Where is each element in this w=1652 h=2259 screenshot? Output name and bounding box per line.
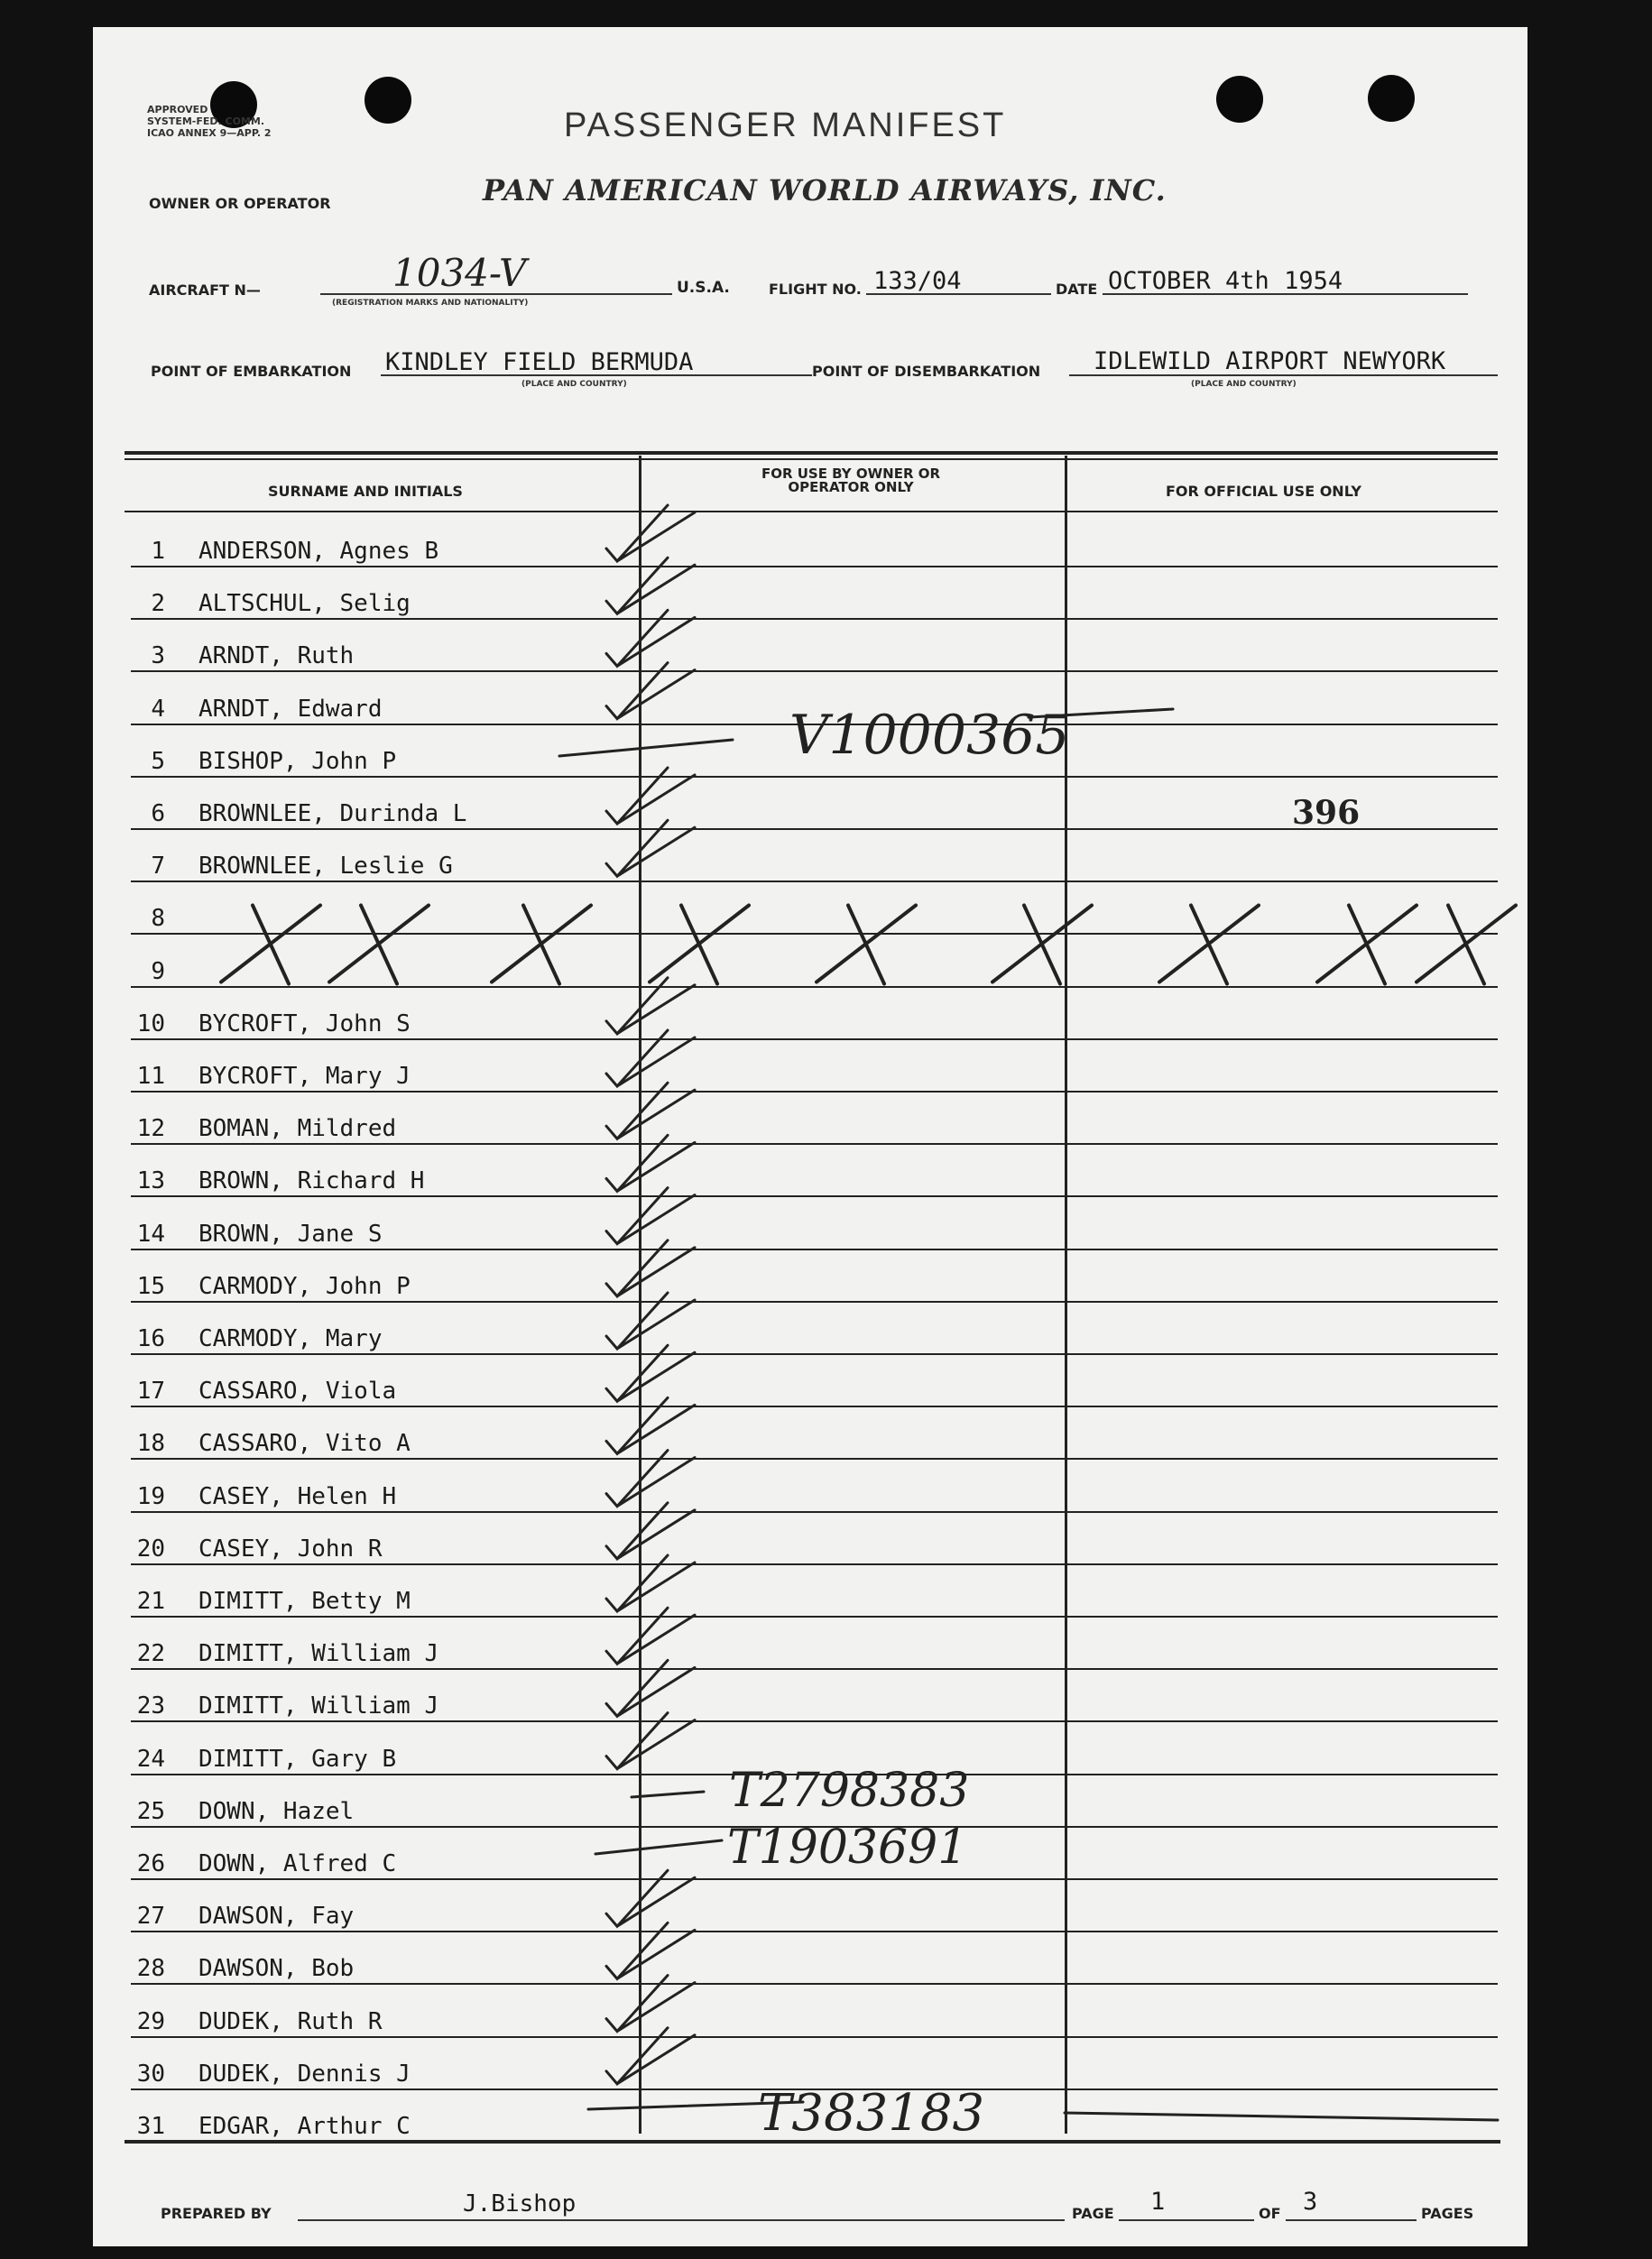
passenger-name: DIMITT, William J bbox=[198, 1692, 439, 1720]
embark-value: KINDLEY FIELD BERMUDA bbox=[385, 348, 694, 376]
cross-mark-icon bbox=[221, 906, 320, 984]
check-mark-icon bbox=[606, 1608, 695, 1664]
check-mark-icon bbox=[606, 1188, 695, 1244]
passenger-name: DOWN, Alfred C bbox=[198, 1850, 397, 1877]
cross-mark-icon bbox=[992, 906, 1092, 984]
embark-label: POINT OF EMBARKATION bbox=[151, 363, 352, 380]
aircraft-label: AIRCRAFT N— bbox=[149, 281, 261, 299]
cross-mark-icon bbox=[1317, 906, 1417, 984]
flight-date: OCTOBER 4th 1954 bbox=[1108, 267, 1343, 295]
row-number: 18 bbox=[136, 1430, 165, 1458]
check-mark-icon bbox=[606, 1922, 695, 1978]
approval-line: APPROVED bbox=[147, 104, 208, 115]
row-number: 6 bbox=[151, 800, 165, 827]
row-number: 28 bbox=[136, 1955, 165, 1983]
page-label: PAGE bbox=[1072, 2205, 1114, 2222]
of-label: OF bbox=[1259, 2205, 1281, 2222]
passenger-name: EDGAR, Arthur C bbox=[198, 2113, 411, 2140]
passenger-name: CASSARO, Vito A bbox=[198, 1430, 411, 1458]
strike-line bbox=[1029, 709, 1173, 717]
cross-mark-icon bbox=[1159, 906, 1259, 984]
passenger-name: CASEY, Helen H bbox=[198, 1482, 397, 1510]
owner-note-row25: T2798383 bbox=[729, 1764, 970, 1818]
strike-line bbox=[559, 740, 733, 756]
check-mark-icon bbox=[606, 1713, 695, 1769]
check-mark-icon bbox=[606, 1293, 695, 1349]
check-mark-icon bbox=[606, 1030, 695, 1086]
column-header-owner: FOR USE BY OWNER OR OPERATOR ONLY bbox=[761, 466, 941, 495]
strike-line bbox=[632, 1792, 704, 1797]
row-number: 9 bbox=[151, 957, 165, 985]
passenger-name: CARMODY, John P bbox=[198, 1272, 411, 1300]
disembark-value: IDLEWILD AIRPORT NEWYORK bbox=[1094, 347, 1446, 375]
owner-note-row26: T1903691 bbox=[727, 1821, 968, 1875]
passenger-name: BROWN, Jane S bbox=[198, 1220, 383, 1248]
passenger-name: CARMODY, Mary bbox=[198, 1325, 383, 1352]
check-mark-icon bbox=[606, 1976, 695, 2032]
check-mark-icon bbox=[606, 1870, 695, 1926]
owner-note-row31: T383183 bbox=[758, 2084, 985, 2143]
check-mark-icon bbox=[606, 1135, 695, 1191]
row-number: 16 bbox=[136, 1325, 165, 1352]
check-mark-icon bbox=[606, 1503, 695, 1559]
row-number: 7 bbox=[151, 853, 165, 881]
page-total: 3 bbox=[1303, 2188, 1318, 2216]
passenger-name: ARNDT, Ruth bbox=[198, 642, 355, 670]
passenger-name: DIMITT, Betty M bbox=[198, 1588, 411, 1615]
strike-line bbox=[588, 2102, 803, 2109]
row-number: 22 bbox=[136, 1640, 165, 1668]
passenger-name: BROWNLEE, Leslie G bbox=[198, 853, 453, 881]
flight-number: 133/04 bbox=[873, 267, 962, 295]
check-mark-icon bbox=[606, 663, 695, 719]
passenger-name: BISHOP, John P bbox=[198, 747, 397, 775]
row-number: 30 bbox=[136, 2060, 165, 2088]
strike-line bbox=[595, 1840, 722, 1854]
row-number: 20 bbox=[136, 1535, 165, 1563]
passenger-name: DUDEK, Ruth R bbox=[198, 2007, 383, 2035]
cross-mark-icon bbox=[817, 906, 916, 984]
check-mark-icon bbox=[606, 505, 695, 561]
aircraft-caption: (REGISTRATION MARKS AND NATIONALITY) bbox=[332, 299, 529, 308]
owner-note-row5: V1000365 bbox=[789, 704, 1070, 767]
row-number: 29 bbox=[136, 2007, 165, 2035]
check-mark-icon bbox=[606, 1451, 695, 1507]
approval-line: ICAO ANNEX 9—APP. 2 bbox=[147, 127, 272, 139]
page-underline bbox=[1119, 2219, 1254, 2221]
passenger-name: BROWN, Richard H bbox=[198, 1167, 425, 1195]
cross-mark-icon bbox=[492, 906, 591, 984]
passenger-name: DUDEK, Dennis J bbox=[198, 2060, 411, 2088]
check-mark-icon bbox=[606, 1397, 695, 1453]
prepared-underline bbox=[298, 2219, 1065, 2221]
check-mark-icon bbox=[606, 1240, 695, 1296]
date-label: DATE bbox=[1056, 281, 1098, 298]
passenger-name: BYCROFT, Mary J bbox=[198, 1063, 411, 1090]
aircraft-registration: 1034-V bbox=[392, 251, 527, 295]
check-mark-icon bbox=[606, 1345, 695, 1401]
row-number: 1 bbox=[151, 538, 165, 565]
passenger-name: ALTSCHUL, Selig bbox=[198, 590, 411, 618]
page-title: PASSENGER MANIFEST bbox=[564, 106, 1007, 144]
row-number: 23 bbox=[136, 1692, 165, 1720]
row-number: 25 bbox=[136, 1797, 165, 1825]
passenger-name: BOMAN, Mildred bbox=[198, 1115, 397, 1143]
row-number: 4 bbox=[151, 695, 165, 723]
usa-label: U.S.A. bbox=[677, 279, 730, 297]
column-header-surname: SURNAME AND INITIALS bbox=[268, 483, 463, 500]
disembark-caption: (PLACE AND COUNTRY) bbox=[1191, 380, 1297, 389]
row-number: 21 bbox=[136, 1588, 165, 1615]
embark-caption: (PLACE AND COUNTRY) bbox=[521, 380, 627, 389]
passenger-name: DAWSON, Bob bbox=[198, 1955, 355, 1983]
pages-label: PAGES bbox=[1421, 2205, 1474, 2222]
check-mark-icon bbox=[606, 978, 695, 1034]
passenger-name: BROWNLEE, Durinda L bbox=[198, 800, 467, 827]
row-number: 26 bbox=[136, 1850, 165, 1877]
row-number: 27 bbox=[136, 1903, 165, 1931]
row-number: 3 bbox=[151, 642, 165, 670]
passenger-name: ARNDT, Edward bbox=[198, 695, 383, 723]
passenger-name: DIMITT, William J bbox=[198, 1640, 439, 1668]
check-mark-icon bbox=[606, 2028, 695, 2084]
check-mark-icon bbox=[606, 1660, 695, 1716]
check-mark-icon bbox=[606, 768, 695, 824]
passenger-name: CASSARO, Viola bbox=[198, 1378, 397, 1406]
check-mark-icon bbox=[606, 558, 695, 613]
cross-mark-icon bbox=[329, 906, 429, 984]
check-mark-icon bbox=[606, 1083, 695, 1139]
check-mark-icon bbox=[606, 1555, 695, 1611]
row-number: 13 bbox=[136, 1167, 165, 1195]
passenger-name: DIMITT, Gary B bbox=[198, 1745, 397, 1773]
passenger-name: CASEY, John R bbox=[198, 1535, 383, 1563]
passenger-name: DAWSON, Fay bbox=[198, 1903, 355, 1931]
row-number: 10 bbox=[136, 1010, 165, 1037]
row-number: 5 bbox=[151, 747, 165, 775]
column-header-official: FOR OFFICIAL USE ONLY bbox=[1166, 483, 1361, 500]
operator-name: PAN AMERICAN WORLD AIRWAYS, INC. bbox=[483, 173, 1167, 207]
cross-mark-icon bbox=[1417, 906, 1516, 984]
row-number: 19 bbox=[136, 1482, 165, 1510]
passenger-name: DOWN, Hazel bbox=[198, 1797, 355, 1825]
prepared-by: J.Bishop bbox=[463, 2190, 577, 2218]
row-number: 31 bbox=[136, 2113, 165, 2140]
passenger-name: BYCROFT, John S bbox=[198, 1010, 411, 1037]
cross-mark-icon bbox=[650, 906, 749, 984]
strike-line bbox=[1065, 2113, 1498, 2120]
flight-label: FLIGHT NO. bbox=[769, 281, 862, 298]
approval-line: SYSTEM-FED. COMM. bbox=[147, 115, 265, 127]
row-number: 11 bbox=[136, 1063, 165, 1090]
check-mark-icon bbox=[606, 610, 695, 666]
row-number: 8 bbox=[151, 905, 165, 933]
row-number: 17 bbox=[136, 1378, 165, 1406]
row-number: 15 bbox=[136, 1272, 165, 1300]
check-mark-icon bbox=[606, 820, 695, 876]
of-underline bbox=[1286, 2219, 1417, 2221]
disembark-label: POINT OF DISEMBARKATION bbox=[812, 363, 1041, 380]
owner-label: OWNER OR OPERATOR bbox=[149, 195, 331, 212]
row-number: 24 bbox=[136, 1745, 165, 1773]
page-number: 1 bbox=[1150, 2188, 1166, 2216]
row-number: 14 bbox=[136, 1220, 165, 1248]
official-note-row6: 396 bbox=[1292, 794, 1361, 832]
prepared-label: PREPARED BY bbox=[161, 2205, 272, 2222]
passenger-name: ANDERSON, Agnes B bbox=[198, 538, 439, 565]
row-number: 2 bbox=[151, 590, 165, 618]
row-number: 12 bbox=[136, 1115, 165, 1143]
